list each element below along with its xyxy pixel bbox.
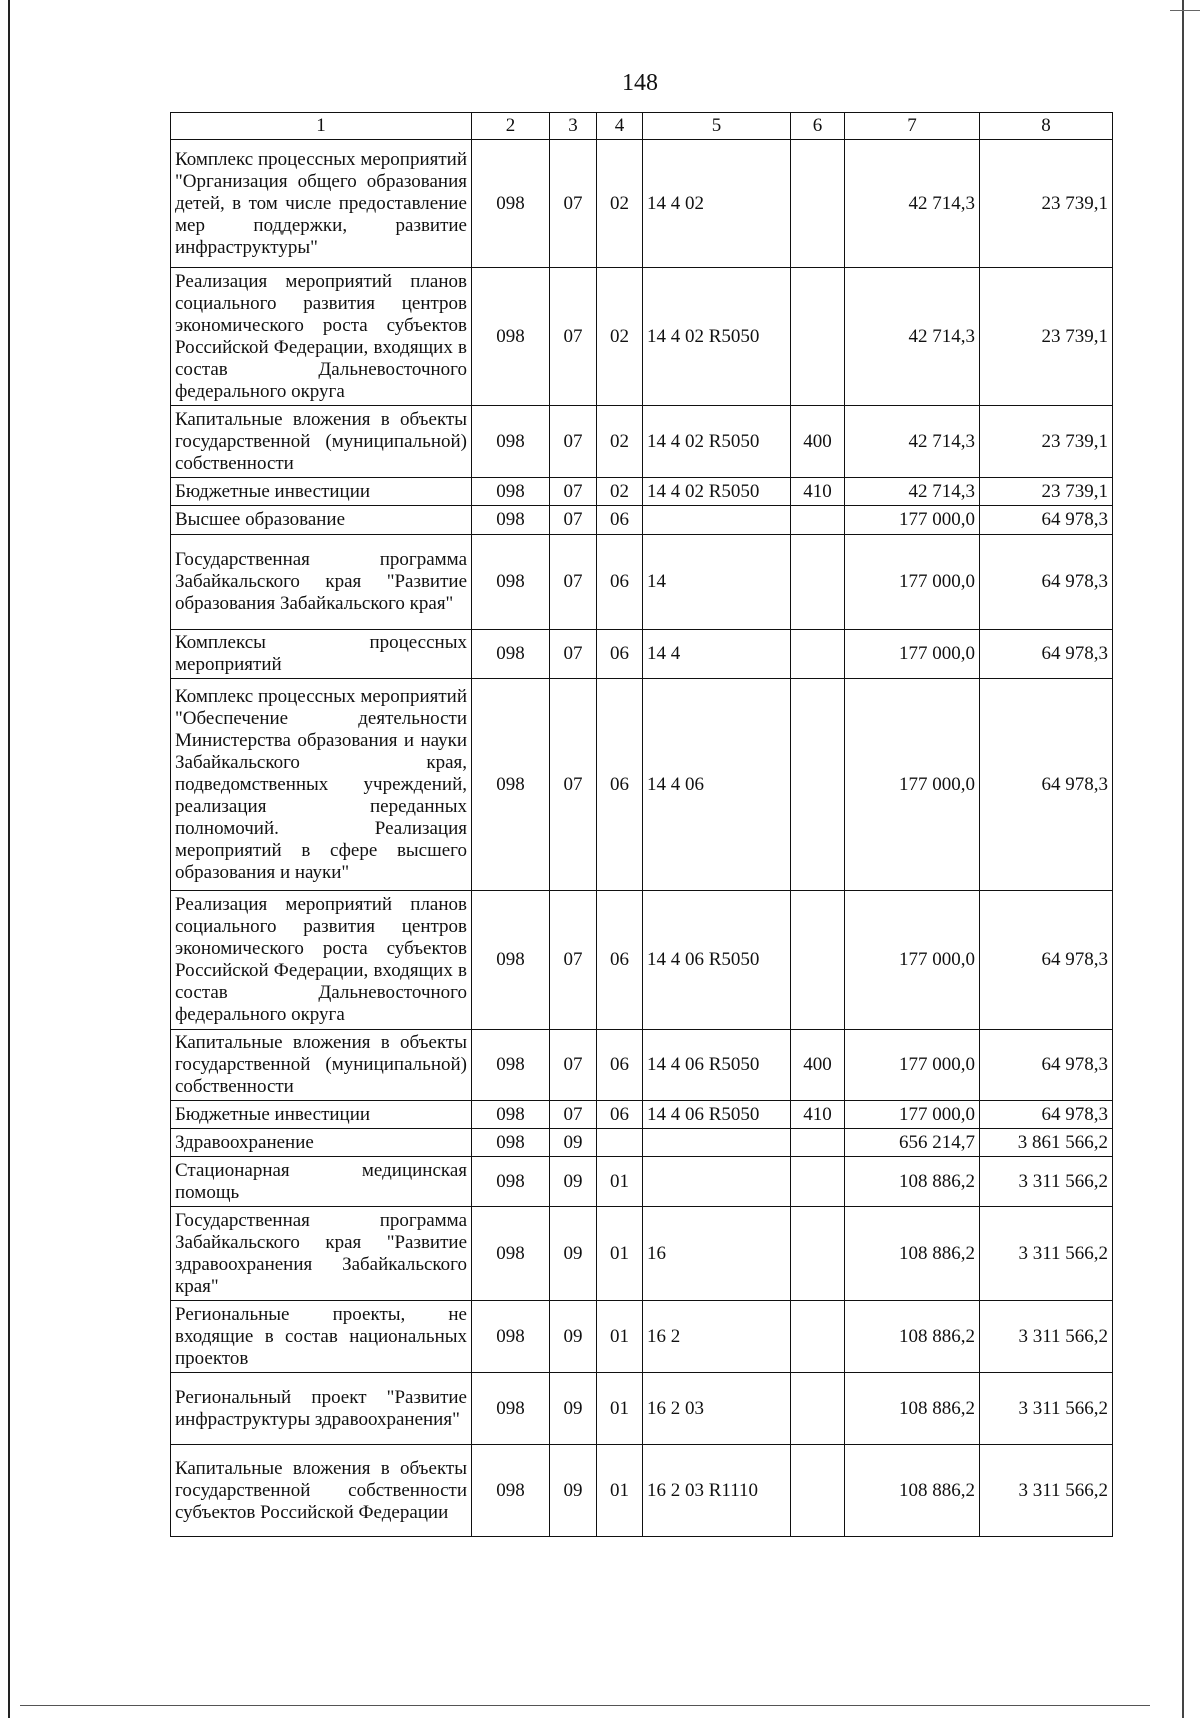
table-row	[171, 1301, 1113, 1373]
row-col2: 098	[472, 268, 550, 406]
row-col7: 108 886,2	[845, 1301, 980, 1373]
row-col4: 06	[597, 630, 643, 679]
row-col7: 42 714,3	[845, 406, 980, 478]
row-col4: 06	[597, 506, 643, 535]
row-col3: 07	[550, 140, 597, 268]
row-col6: 410	[791, 1101, 845, 1129]
row-col6: 400	[791, 406, 845, 478]
scan-edge-bottom	[20, 1705, 1150, 1706]
row-name: Реализация мероприятий планов социального развития центров экономического роста субъектов Российской Федерации, входящих в состав Дальневосточного федерального округа	[171, 268, 472, 406]
row-col8: 23 739,1	[980, 406, 1113, 478]
row-col4: 02	[597, 478, 643, 506]
table-row	[171, 679, 1113, 891]
row-col2: 098	[472, 140, 550, 268]
table-row	[171, 406, 1113, 478]
row-col2: 098	[472, 1101, 550, 1129]
row-name: Высшее образование	[171, 506, 472, 535]
row-col4: 01	[597, 1157, 643, 1207]
scan-edge-right	[1182, 0, 1184, 1718]
row-col8: 64 978,3	[980, 679, 1113, 891]
row-col6	[791, 1129, 845, 1157]
row-col3: 07	[550, 478, 597, 506]
row-name: Комплекс процессных мероприятий "Организация общего образования детей, в том числе предоставление мер поддержки, развитие инфраструктуры"	[171, 140, 472, 268]
row-name: Реализация мероприятий планов социального развития центров экономического роста субъектов Российской Федерации, входящих в состав Дальневосточного федерального округа	[171, 891, 472, 1030]
row-col2: 098	[472, 535, 550, 630]
row-col6	[791, 535, 845, 630]
row-col8: 3 311 566,2	[980, 1301, 1113, 1373]
row-col4: 06	[597, 1101, 643, 1129]
row-col6	[791, 1301, 845, 1373]
row-col4: 02	[597, 268, 643, 406]
row-col8: 3 311 566,2	[980, 1207, 1113, 1301]
row-col7: 177 000,0	[845, 1030, 980, 1101]
row-col6	[791, 1373, 845, 1445]
row-col7: 108 886,2	[845, 1157, 980, 1207]
row-col3: 07	[550, 268, 597, 406]
row-name: Стационарная медицинская помощь	[171, 1157, 472, 1207]
row-col7: 42 714,3	[845, 268, 980, 406]
table-row	[171, 1445, 1113, 1537]
row-col3: 07	[550, 630, 597, 679]
table-row	[171, 506, 1113, 535]
row-col2: 098	[472, 891, 550, 1030]
row-col8: 23 739,1	[980, 140, 1113, 268]
row-col3: 07	[550, 506, 597, 535]
row-col8: 64 978,3	[980, 1030, 1113, 1101]
row-col5: 14 4 06	[643, 679, 791, 891]
row-col8: 23 739,1	[980, 478, 1113, 506]
scan-mark-top	[1170, 10, 1200, 11]
row-col7: 42 714,3	[845, 140, 980, 268]
table-row	[171, 1129, 1113, 1157]
row-col3: 07	[550, 891, 597, 1030]
row-col7: 177 000,0	[845, 535, 980, 630]
row-name: Комплекс процессных мероприятий "Обеспечение деятельности Министерства образования и науки Забайкальского края, подведомственных учреждений, реализация переданных полномочий. Реализация мероприятий в сфере высшего образования и науки"	[171, 679, 472, 891]
row-col5: 16 2	[643, 1301, 791, 1373]
row-col2: 098	[472, 406, 550, 478]
row-col7: 177 000,0	[845, 630, 980, 679]
table-header-row	[171, 113, 1113, 140]
table-row	[171, 1373, 1113, 1445]
header-cell-2: 2	[472, 113, 550, 140]
row-col5	[643, 1157, 791, 1207]
row-col2: 098	[472, 1207, 550, 1301]
row-col8: 3 311 566,2	[980, 1445, 1113, 1537]
row-col2: 098	[472, 1129, 550, 1157]
header-cell-4: 4	[597, 113, 643, 140]
row-col8: 64 978,3	[980, 891, 1113, 1030]
row-col7: 108 886,2	[845, 1373, 980, 1445]
budget-table	[170, 112, 1113, 1537]
row-col5: 16 2 03	[643, 1373, 791, 1445]
row-col4: 02	[597, 406, 643, 478]
table-row	[171, 1207, 1113, 1301]
table-row	[171, 1157, 1113, 1207]
table-row	[171, 478, 1113, 506]
row-col5: 14 4 06 R5050	[643, 891, 791, 1030]
table-row	[171, 268, 1113, 406]
row-col3: 07	[550, 406, 597, 478]
scan-edge-left	[8, 0, 10, 1718]
row-col5: 16	[643, 1207, 791, 1301]
row-col5	[643, 506, 791, 535]
row-col5	[643, 1129, 791, 1157]
row-col3: 09	[550, 1207, 597, 1301]
row-name: Капитальные вложения в объекты государственной (муниципальной) собственности	[171, 406, 472, 478]
row-col6	[791, 1445, 845, 1537]
row-col6	[791, 140, 845, 268]
row-col6	[791, 679, 845, 891]
header-cell-6: 6	[791, 113, 845, 140]
row-col6: 400	[791, 1030, 845, 1101]
row-col2: 098	[472, 630, 550, 679]
row-col5: 14 4	[643, 630, 791, 679]
row-col4: 02	[597, 140, 643, 268]
row-col3: 07	[550, 679, 597, 891]
row-col6	[791, 630, 845, 679]
row-col6	[791, 1207, 845, 1301]
row-col7: 177 000,0	[845, 506, 980, 535]
row-col8: 64 978,3	[980, 506, 1113, 535]
row-col4: 06	[597, 1030, 643, 1101]
table-row	[171, 1030, 1113, 1101]
row-col8: 3 861 566,2	[980, 1129, 1113, 1157]
row-name: Здравоохранение	[171, 1129, 472, 1157]
row-name: Капитальные вложения в объекты государственной (муниципальной) собственности	[171, 1030, 472, 1101]
row-col7: 177 000,0	[845, 891, 980, 1030]
row-col3: 09	[550, 1157, 597, 1207]
row-col6	[791, 268, 845, 406]
row-name: Бюджетные инвестиции	[171, 1101, 472, 1129]
row-col3: 09	[550, 1301, 597, 1373]
header-cell-5: 5	[643, 113, 791, 140]
row-col8: 3 311 566,2	[980, 1373, 1113, 1445]
row-col6	[791, 506, 845, 535]
row-col7: 108 886,2	[845, 1207, 980, 1301]
row-col3: 07	[550, 1101, 597, 1129]
row-col5: 14 4 02 R5050	[643, 478, 791, 506]
row-col5: 14 4 06 R5050	[643, 1101, 791, 1129]
row-col4: 06	[597, 535, 643, 630]
row-col2: 098	[472, 1157, 550, 1207]
row-col8: 23 739,1	[980, 268, 1113, 406]
row-col2: 098	[472, 1301, 550, 1373]
row-col5: 14 4 06 R5050	[643, 1030, 791, 1101]
row-col3: 09	[550, 1129, 597, 1157]
row-col2: 098	[472, 1373, 550, 1445]
header-cell-7: 7	[845, 113, 980, 140]
row-col4: 01	[597, 1373, 643, 1445]
row-name: Государственная программа Забайкальского края "Развитие здравоохранения Забайкальского края"	[171, 1207, 472, 1301]
row-col7: 177 000,0	[845, 679, 980, 891]
row-col8: 3 311 566,2	[980, 1157, 1113, 1207]
table-row	[171, 630, 1113, 679]
row-name: Бюджетные инвестиции	[171, 478, 472, 506]
row-col4: 06	[597, 679, 643, 891]
row-col3: 07	[550, 1030, 597, 1101]
table-row	[171, 535, 1113, 630]
row-col5: 14	[643, 535, 791, 630]
row-name: Региональный проект "Развитие инфраструктуры здравоохранения"	[171, 1373, 472, 1445]
row-col2: 098	[472, 478, 550, 506]
row-col8: 64 978,3	[980, 1101, 1113, 1129]
row-name: Региональные проекты, не входящие в состав национальных проектов	[171, 1301, 472, 1373]
row-name: Капитальные вложения в объекты государственной собственности субъектов Российской Федерации	[171, 1445, 472, 1537]
row-col8: 64 978,3	[980, 535, 1113, 630]
row-col4: 01	[597, 1445, 643, 1537]
row-col5: 14 4 02	[643, 140, 791, 268]
row-col6	[791, 891, 845, 1030]
row-col4: 01	[597, 1301, 643, 1373]
row-col5: 14 4 02 R5050	[643, 406, 791, 478]
row-col8: 64 978,3	[980, 630, 1113, 679]
row-col7: 108 886,2	[845, 1445, 980, 1537]
header-cell-3: 3	[550, 113, 597, 140]
row-col3: 07	[550, 535, 597, 630]
row-col7: 177 000,0	[845, 1101, 980, 1129]
header-cell-1: 1	[171, 113, 472, 140]
table-row	[171, 1101, 1113, 1129]
row-col6	[791, 1157, 845, 1207]
row-col2: 098	[472, 506, 550, 535]
page-number: 148	[622, 70, 658, 96]
row-col4: 06	[597, 891, 643, 1030]
row-col4: 01	[597, 1207, 643, 1301]
row-col3: 09	[550, 1373, 597, 1445]
row-col5: 14 4 02 R5050	[643, 268, 791, 406]
row-name: Государственная программа Забайкальского края "Развитие образования Забайкальского края"	[171, 535, 472, 630]
header-cell-8: 8	[980, 113, 1113, 140]
table-row	[171, 891, 1113, 1030]
row-col3: 09	[550, 1445, 597, 1537]
row-col5: 16 2 03 R1110	[643, 1445, 791, 1537]
table-row	[171, 140, 1113, 268]
row-col7: 42 714,3	[845, 478, 980, 506]
row-col6: 410	[791, 478, 845, 506]
row-col2: 098	[472, 679, 550, 891]
row-name: Комплексы процессных мероприятий	[171, 630, 472, 679]
row-col2: 098	[472, 1445, 550, 1537]
row-col2: 098	[472, 1030, 550, 1101]
row-col7: 656 214,7	[845, 1129, 980, 1157]
row-col4	[597, 1129, 643, 1157]
